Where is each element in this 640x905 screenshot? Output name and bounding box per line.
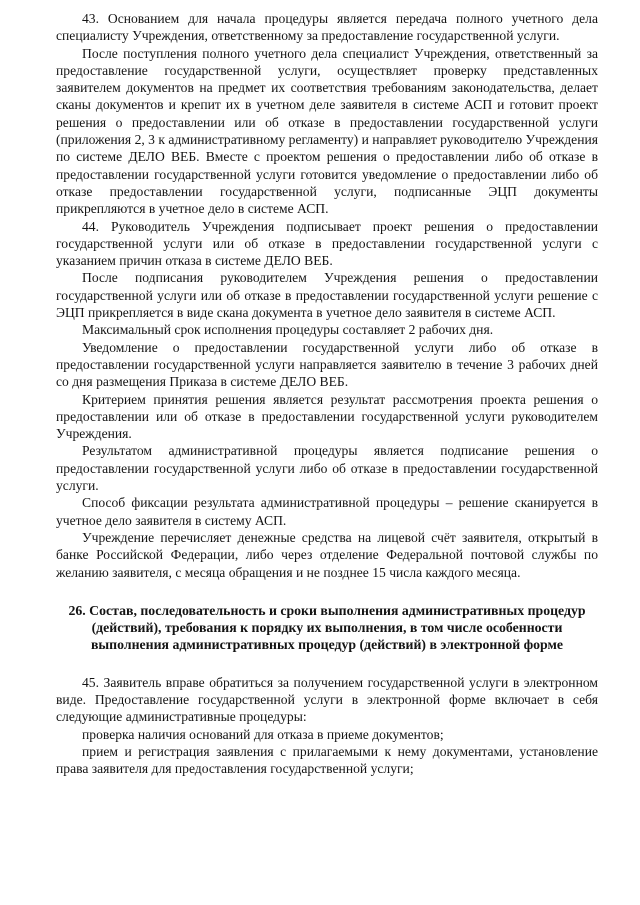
paragraph-verification: После поступления полного учетного дела специалист Учреждения, ответственный за предоставление государственной услуги, осуществляет проверку представленных заявителем документов на предмет их соответствия требованиям законодательства, делает сканы документов и крепит их в учетном деле заявителя в системе АСП и готовит проект решения о предоставлении или об отказе в предоставлении государственной услуги (приложения 2, 3 к административному регламенту) и направляет руководителю Учреждения по системе ДЕЛО ВЕБ. Вместе с проектом решения о предоставлении либо об отказе в предоставлении государственной услуги готовится уведомление о предоставлении либо об отказе предоставлении государственной услуги, подписанные ЭЦП документы прикрепляются в учетное дело в системе АСП. <box>56 45 598 217</box>
paragraph-signing: После подписания руководителем Учреждения решения о предоставлении государственной услуги или об отказе в предоставлении государственной услуги решение с ЭЦП прикрепляется в виде скана документа в учетное дело заявителя в системе АСП. <box>56 270 598 321</box>
paragraph-45: 45. Заявитель вправе обратиться за получением государственной услуги в электронном виде. Предоставление государственной услуги в электронной форме включает в себя следующие административные процедуры: <box>56 674 598 725</box>
paragraph-payment: Учреждение перечисляет денежные средства на лицевой счёт заявителя, открытый в банке Российской Федерации, либо через отделение Федеральной почтовой службы по желанию заявителя, с месяца обращения и не позднее 15 числа каждого месяца. <box>56 529 598 580</box>
paragraph-deadline: Максимальный срок исполнения процедуры составляет 2 рабочих дня. <box>82 322 494 338</box>
paragraph-43: 43. Основанием для начала процедуры является передача полного учетного дела специалисту Учреждения, ответственному за предоставление государственной услуги. <box>56 11 598 44</box>
paragraph-fixation: Способ фиксации результата административной процедуры – решение сканируется в учетное дело заявителя в систему АСП. <box>56 495 598 528</box>
list-item-check-grounds: проверка наличия оснований для отказа в приеме документов; <box>82 726 444 742</box>
document-page <box>56 10 598 777</box>
paragraph-notification: Уведомление о предоставлении государственной услуги либо об отказе в предоставлении государственной услуги направляется заявителю в течение 3 рабочих дней со дня размещения Приказа в системе ДЕЛО ВЕБ. <box>56 339 598 390</box>
paragraph-44: 44. Руководитель Учреждения подписывает проект решения о предоставлении государственной услуги или об отказе в предоставлении государственной услуги с указанием причин отказа в системе ДЕЛО ВЕБ. <box>56 218 598 269</box>
section-heading-26: 26. Состав, последовательность и сроки выполнения административных процедур (действий), требования к порядку их выполнения, в том числе особенности выполнения административных процедур (действий) в электронной форме <box>68 602 586 653</box>
paragraph-result: Результатом административной процедуры является подписание решения о предоставлении государственной услуги либо об отказе в предоставлении государственной услуги. <box>56 443 598 494</box>
list-item-registration: прием и регистрация заявления с прилагаемыми к нему документами, установление права заявителя для предоставления государственной услуги; <box>56 743 598 777</box>
paragraph-criterion: Критерием принятия решения является результат рассмотрения проекта решения о предоставлении или об отказе в предоставлении государственной услуги руководителем Учреждения. <box>56 391 598 442</box>
